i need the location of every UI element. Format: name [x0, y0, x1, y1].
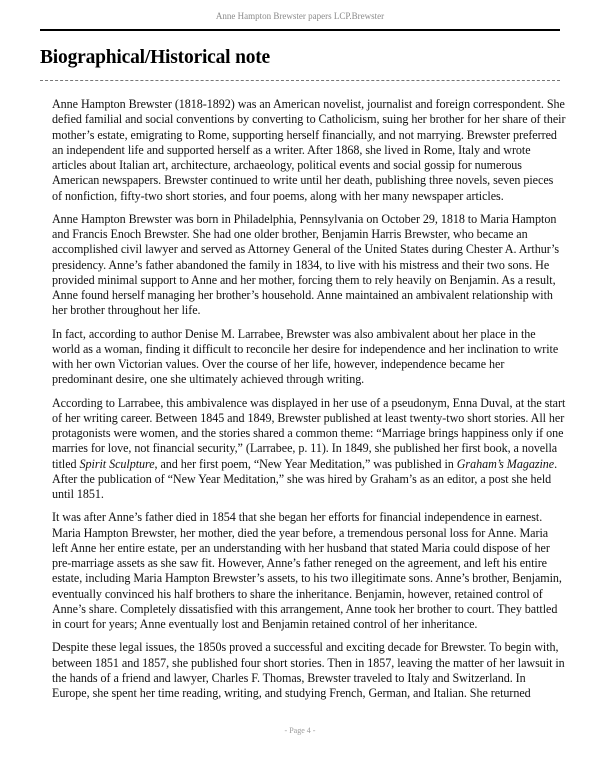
paragraph-early-career-part-2: , and her first poem, “New Year Meditation,” was published in [154, 456, 457, 471]
paragraph-early-career [52, 396, 566, 503]
paragraph-overview: Anne Hampton Brewster (1818-1892) was an American novelist, journalist and foreign correspondent. She defied familial and social conventions by converting to Catholicism, suing her brother for her share of their mother’s estate, emigrating to Rome, supporting herself financially, and not marrying. Brewster preferred an independent life and supported herself as a writer. After 1868, she lived in Rome, Italy and wrote articles about Italian art, architecture, archaeology, political events and social gossip for numerous American newspapers. Brewster continued to write until her death, publishing three novels, seven pieces of nonfiction, fifty-two short stories, and four poems, along with her many newspaper articles. [52, 97, 566, 203]
paragraph-1850s: Despite these legal issues, the 1850s proved a successful and exciting decade for Brewster. To begin with, between 1851 and 1857, she published four short stories. Then in 1857, leaving the matter of her lawsuit in the hands of a friend and lawyer, Charles F. Thomas, Brewster traveled to Italy and Switzerland. In Europe, she spent her time reading, writing, and studying French, German, and Italian. She returned [52, 640, 565, 700]
page-number: - Page 4 - [284, 726, 316, 735]
paragraph-early-career-part-3: . After the publication of “New Year Meditation,” she was hired by Graham’s as an editor, a post she held until 1851. [52, 456, 558, 501]
paragraph-early-life: Anne Hampton Brewster was born in Philadelphia, Pennsylvania on October 29, 1818 to Maria Hampton and Francis Enoch Brewster. She had one older brother, Benjamin Harris Brewster, who became an accomplished civil lawyer and served as Attorney General of the United States during Chester A. Arthur’s presidency. Anne’s father abandoned the family in 1834, to live with his mistress and their two sons. He provided minimal support to Anne and her mother, forcing them to rely heavily on Benjamin. As a result, Anne found herself managing her brother’s household. Anne maintained an ambivalent relationship with her brother throughout her life. [52, 211, 560, 318]
paragraph-ambivalence: In fact, according to author Denise M. Larrabee, Brewster was also ambivalent about her place in the world as a woman, finding it difficult to reconcile her desire for independence and her inclination to write with her own Victorian values. Over the course of her life, however, independence became her predominant desire, one she ultimately achieved through writing. [52, 326, 559, 387]
book-title-spirit-sculpture: Spirit Sculpture [79, 456, 155, 471]
header-rule [40, 29, 560, 31]
magazine-title-grahams: Graham’s Magazine [456, 456, 555, 471]
biographical-note-body [52, 97, 566, 709]
paragraph-early-career-part-1: According to Larrabee, this ambivalence was displayed in her use of a pseudonym, Enna Duval, at the start of her writing career. Between 1845 and 1849, Brewster published at least twenty-two short stories. All her protagonists were women, and the stories shared a common theme: “Marriage brings happiness only if one marries for love, not financial security,” (Larrabee, p. 11). In 1849, she published her first book, a novella titled [52, 395, 566, 471]
paragraph-inheritance: It was after Anne’s father died in 1854 that she began her efforts for financial independence in earnest. Maria Hampton Brewster, her mother, died the year before, a tremendous personal loss for Anne. Maria left Anne her entire estate, per an understanding with her husband that stated Maria could dispose of her pre-marriage assets as she saw fit. However, Anne’s father reneged on the agreement, and left his entire estate, including Maria Hampton Brewster’s assets, to his two illegitimate sons. Anne’s brother, Benjamin, eventually convinced his half brothers to share the inheritance. Benjamin, however, retained control of Anne’s share. Completely dissatisfied with this arrangement, Anne took her brother to court. They battled in court for years; Anne eventually lost and Benjamin retained control of her inheritance. [52, 510, 562, 631]
running-header: Anne Hampton Brewster papers LCP.Brewster [215, 11, 385, 21]
title-dotted-rule [40, 80, 560, 81]
section-title: Biographical/Historical note [40, 47, 271, 68]
